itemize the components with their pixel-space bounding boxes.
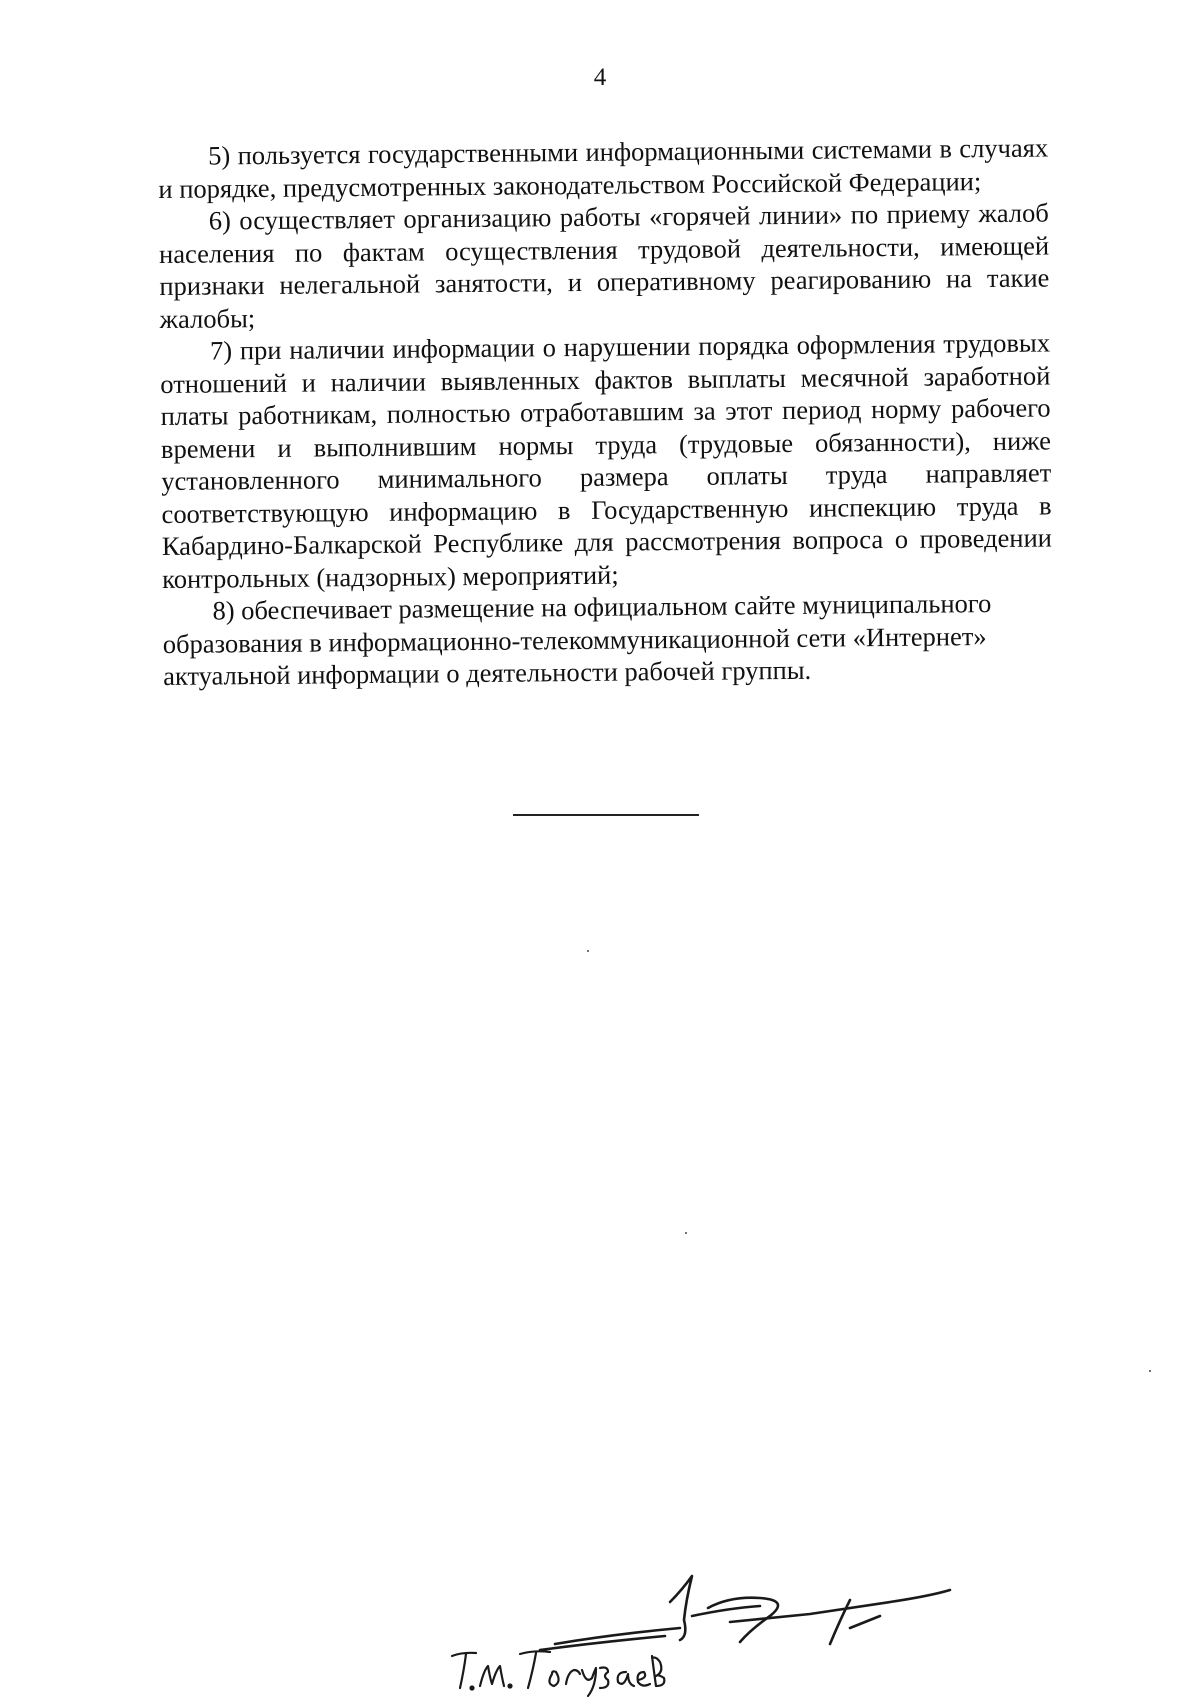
list-item-6: 6) осуществляет организацию работы «горячей линии» по приему жалоб населения по фактам осуществления трудовой деятельности, имеющей признаки нелегальной занятости, и оперативному реагированию на такие жалобы; xyxy=(158,197,1050,334)
signature-name-script xyxy=(452,1651,664,1696)
list-item-5: 5) пользуется государственными информационными системами в случаях и порядке, предусмотренных законодательством Российской Федерации; xyxy=(158,132,1049,204)
page-number: 4 xyxy=(593,64,607,91)
end-of-text-rule xyxy=(513,814,699,816)
scan-speck xyxy=(587,950,589,952)
document-body xyxy=(158,131,1053,692)
scan-speck xyxy=(1149,1370,1151,1372)
scan-speck xyxy=(685,1232,687,1234)
handwritten-signature xyxy=(430,1560,1020,1697)
signature-flourish xyxy=(540,1576,950,1650)
list-item-7: 7) при наличии информации о нарушении порядка оформления трудовых отношений и наличии выявленных фактов выплаты месячной заработной платы работникам, полностью отработавшим за этот период норму рабочего времени и выполнившим нормы труда (трудовые обязанности), ниже установленного минимального размера оплаты труда направляет соответствующую информацию в Государственную инспекцию труда в Кабардино-Балкарской Республике для рассмотрения вопроса о проведении контрольных (надзорных) мероприятий; xyxy=(160,327,1053,594)
list-item-8: 8) обеспечивает размещение на официальном сайте муниципального образования в информационно-телекоммуникационной сети «Интернет» актуальной информации о деятельности рабочей группы. xyxy=(162,588,992,691)
